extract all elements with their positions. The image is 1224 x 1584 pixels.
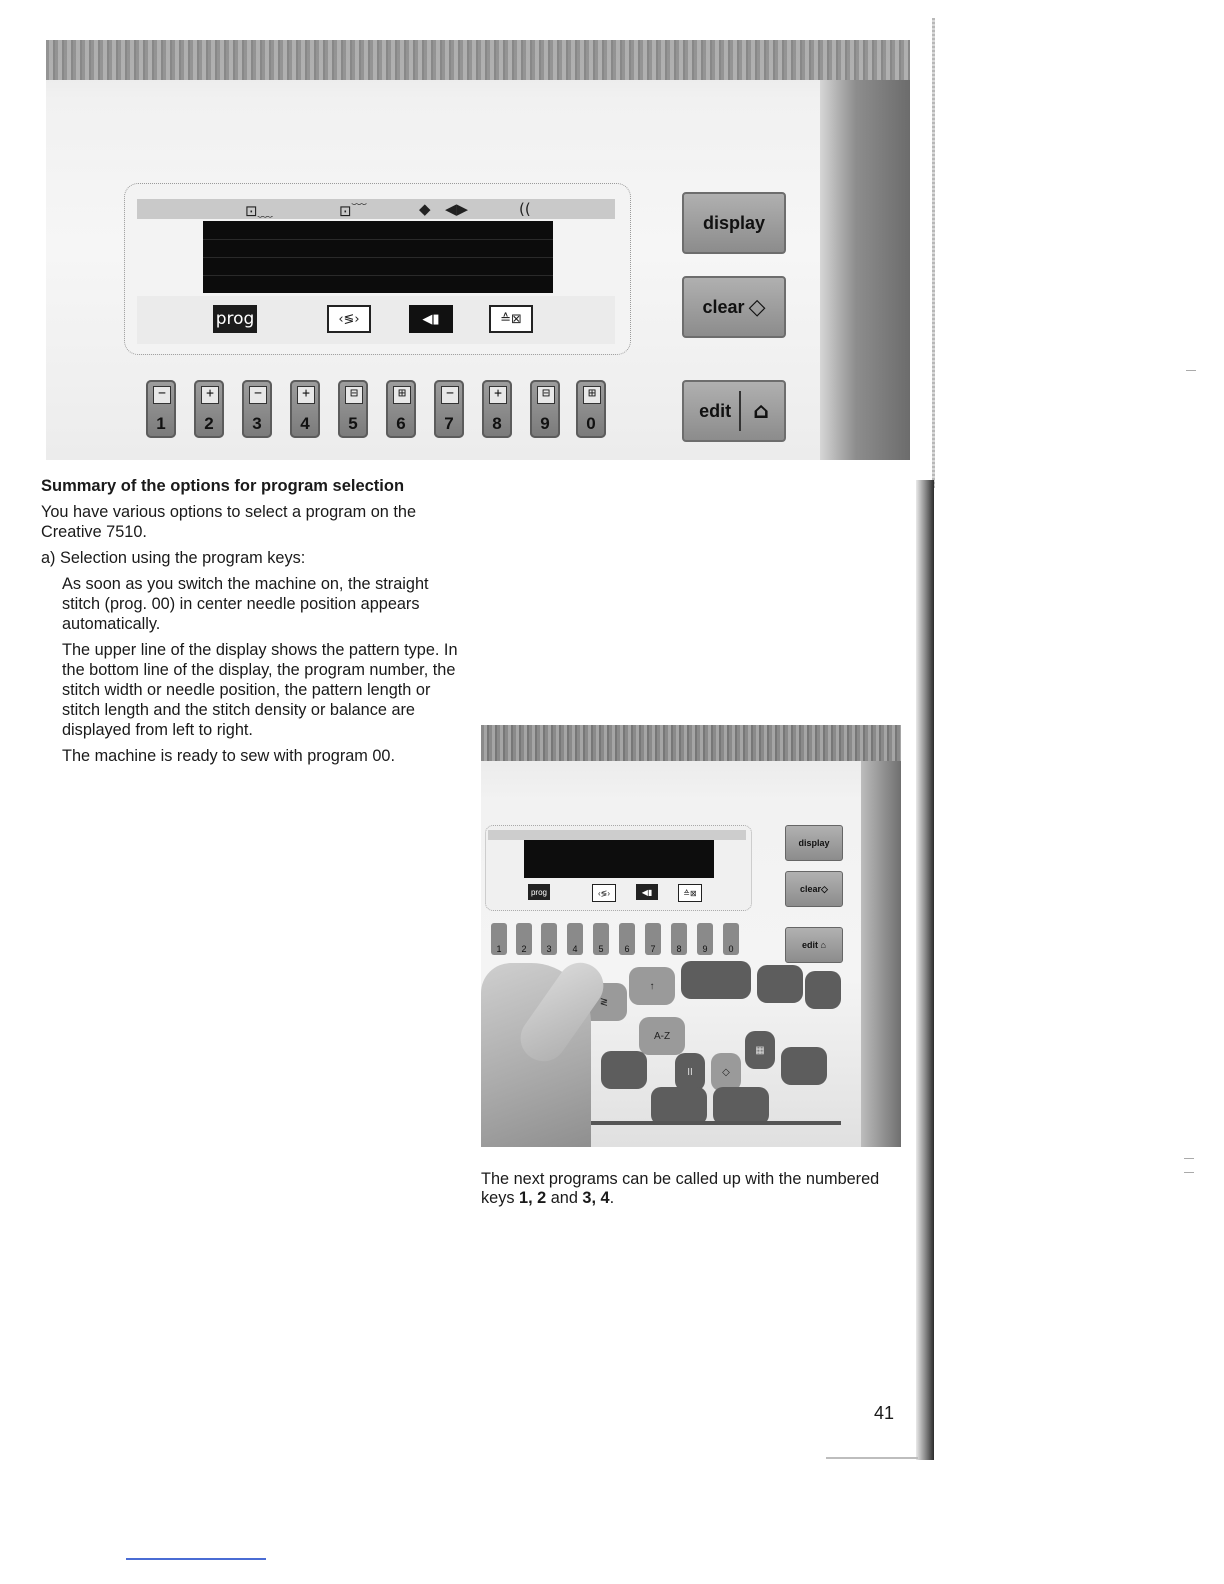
function-key[interactable]: ↑ xyxy=(629,967,675,1005)
lcd-screen xyxy=(203,221,553,293)
sewing-machine-icon: ⌂ xyxy=(753,398,769,424)
keys-3-4: 3, 4 xyxy=(582,1189,610,1207)
number-keys xyxy=(146,380,606,438)
number-key-5[interactable]: ⊟ 5 xyxy=(338,380,368,438)
photo-caption: The next programs can be called up with the numbered keys 1, 2 and 3, 4. xyxy=(481,1170,880,1207)
body-text xyxy=(41,476,461,772)
number-key-7[interactable]: 7 xyxy=(645,923,661,955)
function-key[interactable] xyxy=(805,971,841,1009)
stitch-density-icon: ≙⊠ xyxy=(678,884,702,902)
number-key-8[interactable]: 8 xyxy=(671,923,687,955)
pattern-type-icon: ⊡﹏ xyxy=(245,202,273,220)
number-key-9[interactable]: 9 xyxy=(697,923,713,955)
edit-button[interactable]: edit ⌂ xyxy=(682,380,786,442)
needle-position-icon: ◀▮ xyxy=(636,884,658,900)
display-panel xyxy=(485,825,752,911)
clear-button[interactable]: clear◇ xyxy=(785,871,843,907)
machine-side-shadow xyxy=(820,80,910,460)
function-key[interactable] xyxy=(651,1087,707,1125)
display-top-line xyxy=(137,199,615,219)
number-key-4[interactable]: + 4 xyxy=(290,380,320,438)
display-top-line xyxy=(488,830,746,840)
number-key-1[interactable]: − 1 xyxy=(146,380,176,438)
diamond-arrow-icon: ◇ xyxy=(748,294,766,320)
panel-photo xyxy=(46,40,910,460)
display-bottom-line xyxy=(137,296,615,344)
bar-foot xyxy=(826,1457,918,1459)
needle-position-icon: ◀▮ xyxy=(409,305,453,333)
number-key-8[interactable]: + 8 xyxy=(482,380,512,438)
fabric-texture xyxy=(481,725,901,761)
scan-mark xyxy=(1184,1158,1194,1159)
divider xyxy=(739,391,741,431)
prog-icon: prog xyxy=(213,305,257,333)
number-key-2[interactable]: + 2 xyxy=(194,380,224,438)
number-key-4[interactable]: 4 xyxy=(567,923,583,955)
clear-button[interactable]: clear ◇ xyxy=(682,276,786,338)
function-key[interactable] xyxy=(781,1047,827,1085)
function-key[interactable] xyxy=(681,961,751,999)
keypad-photo xyxy=(481,725,901,1147)
diamond-icon: ◆ xyxy=(419,200,431,218)
function-key[interactable] xyxy=(757,965,803,1003)
section-heading: Summary of the options for program selection xyxy=(41,477,405,495)
edit-button[interactable]: edit ⌂ xyxy=(785,927,843,963)
display-button[interactable]: display xyxy=(682,192,786,254)
stitch-width-icon: ‹≶› xyxy=(592,884,616,902)
paragraph: As soon as you switch the machine on, the straight stitch (prog. 00) in center needle position appears automatically. xyxy=(62,575,429,633)
paragraph: The upper line of the display shows the pattern type. In the bottom line of the display, the program number, the stitch width or needle position, the pattern length or stitch length and the stitch density or balance are displayed from left to right. xyxy=(62,641,458,739)
function-key[interactable]: ≷ xyxy=(581,983,627,1021)
function-key[interactable]: A-Z xyxy=(639,1017,685,1055)
function-key[interactable]: ▦ xyxy=(745,1031,775,1069)
function-key[interactable]: ◇ xyxy=(711,1053,741,1091)
stitch-density-icon: ≙⊠ xyxy=(489,305,533,333)
margin-bar xyxy=(916,480,934,1460)
number-keys xyxy=(491,923,741,955)
intro-paragraph: You have various options to select a program on the Creative 7510. xyxy=(41,503,417,541)
number-key-9[interactable]: ⊟ 9 xyxy=(530,380,560,438)
number-key-3[interactable]: − 3 xyxy=(242,380,272,438)
display-button[interactable]: display xyxy=(785,825,843,861)
number-key-6[interactable]: 6 xyxy=(619,923,635,955)
scan-mark xyxy=(1186,370,1196,371)
list-item-a: a) Selection using the program keys: xyxy=(41,549,306,567)
pattern-type-icon: ⊡﹋ xyxy=(339,202,367,220)
machine-edge xyxy=(591,1121,841,1125)
scan-mark xyxy=(1184,1172,1194,1173)
machine-side-shadow xyxy=(861,761,901,1147)
function-key[interactable] xyxy=(601,1051,647,1089)
function-key[interactable]: II xyxy=(675,1053,705,1091)
left-right-arrow-icon: ◀▶ xyxy=(445,200,469,218)
number-key-2[interactable]: 2 xyxy=(516,923,532,955)
number-key-1[interactable]: 1 xyxy=(491,923,507,955)
footer-rule xyxy=(126,1558,266,1560)
number-key-0[interactable]: ⊞ 0 xyxy=(576,380,606,438)
number-key-7[interactable]: − 7 xyxy=(434,380,464,438)
margin-rule xyxy=(932,18,935,488)
number-key-0[interactable]: 0 xyxy=(723,923,739,955)
function-key-wheel xyxy=(581,961,841,1121)
function-key[interactable] xyxy=(713,1087,769,1125)
stitch-width-icon: ‹≶› xyxy=(327,305,371,333)
number-key-5[interactable]: 5 xyxy=(593,923,609,955)
lcd-screen xyxy=(524,840,714,878)
page-number: 41 xyxy=(874,1403,895,1423)
number-key-6[interactable]: ⊞ 6 xyxy=(386,380,416,438)
paragraph: The machine is ready to sew with program 00. xyxy=(62,747,396,765)
prog-icon: prog xyxy=(528,884,550,900)
fabric-texture xyxy=(46,40,910,80)
keys-1-2: 1, 2 xyxy=(519,1189,547,1207)
display-panel xyxy=(124,183,631,355)
balance-icon: (( xyxy=(519,200,531,218)
number-key-3[interactable]: 3 xyxy=(541,923,557,955)
